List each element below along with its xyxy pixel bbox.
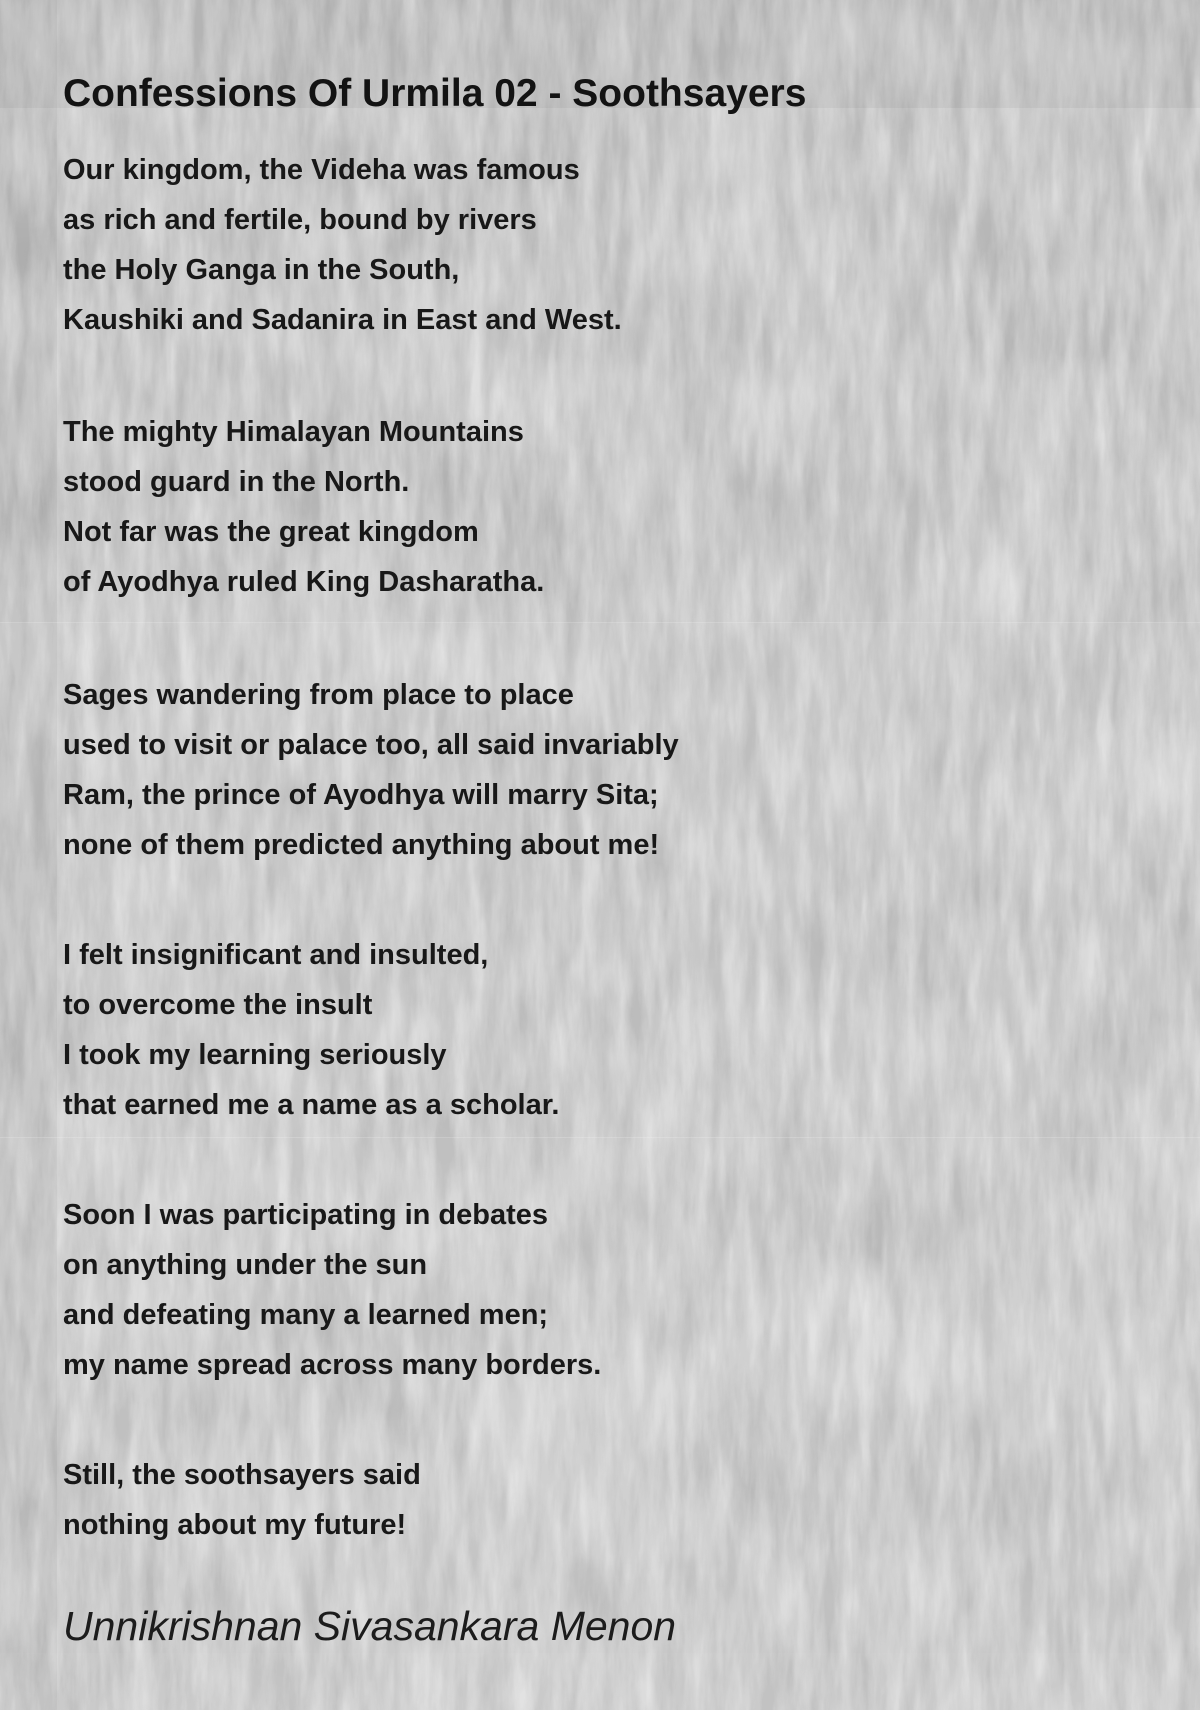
poem-line: to overcome the insult: [63, 989, 373, 1021]
poem-line: Kaushiki and Sadanira in East and West.: [63, 304, 622, 336]
poem-line: that earned me a name as a scholar.: [63, 1089, 560, 1121]
poem-line: as rich and fertile, bound by rivers: [63, 204, 537, 236]
stanza-5: [63, 1190, 1160, 1390]
poem-line: of Ayodhya ruled King Dasharatha.: [63, 566, 545, 598]
poem-line: nothing about my future!: [63, 1509, 407, 1541]
poem-line: Our kingdom, the Videha was famous: [63, 154, 580, 186]
poem-line: on anything under the sun: [63, 1249, 428, 1281]
stanza-4: [63, 930, 1160, 1130]
poem-line: Sages wandering from place to place: [63, 679, 574, 711]
poem-line: I felt insignificant and insulted,: [63, 939, 489, 971]
poem-line: Not far was the great kingdom: [63, 516, 479, 548]
poem-line: none of them predicted anything about me!: [63, 829, 660, 861]
poem-line: my name spread across many borders.: [63, 1349, 602, 1381]
poem-line: the Holy Ganga in the South,: [63, 254, 460, 286]
poem-title: Confessions Of Urmila 02 - Soothsayers: [63, 72, 807, 116]
author-signature: Unnikrishnan Sivasankara Menon: [63, 1603, 677, 1649]
stanza-2: [63, 407, 1160, 607]
poem-line: used to visit or palace too, all said invariably: [63, 729, 679, 761]
stanza-1: [63, 145, 1160, 345]
poem-line: The mighty Himalayan Mountains: [63, 416, 524, 448]
poem-line: Ram, the prince of Ayodhya will marry Sita;: [63, 779, 659, 811]
poem-line: Soon I was participating in debates: [63, 1199, 549, 1231]
stanza-6: [63, 1450, 1160, 1550]
poem-line: and defeating many a learned men;: [63, 1299, 549, 1331]
poem-line: Still, the soothsayers said: [63, 1459, 421, 1491]
poem-line: stood guard in the North.: [63, 466, 410, 498]
stanza-3: [63, 670, 1160, 870]
poem-line: I took my learning seriously: [63, 1039, 447, 1071]
